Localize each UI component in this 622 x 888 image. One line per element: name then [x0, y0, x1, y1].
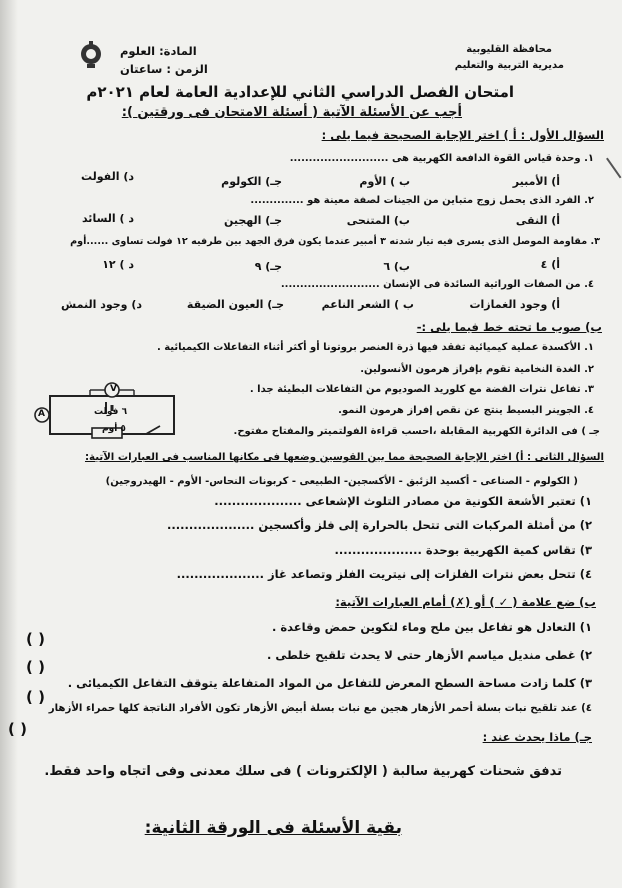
q1-item-2-stem: ٢. الفرد الذى يحمل زوج متباين من الجينات لصفة معينة هو ..............	[250, 195, 594, 206]
answer-bracket-2[interactable]: ( )	[26, 658, 45, 676]
q1-item-2-option-a: أ) النقى	[515, 214, 560, 227]
ministry-emblem-icon	[78, 40, 104, 70]
governorate-label: محافظة القليوبية	[466, 44, 552, 55]
q1-item-4-stem: ٤. من الصفات الوراثية السائدة فى الإنسان ..........................	[280, 279, 594, 290]
q1-item-1-option-c: جـ) الكولوم	[221, 175, 282, 188]
q1-item-4-option-a: أ) وجود الغمازات	[469, 298, 560, 311]
exam-title: امتحان الفصل الدراسي الثاني للإعدادية العامة لعام ٢٠٢١م	[86, 83, 514, 101]
subject-label: المادة: العلوم	[120, 44, 197, 58]
q1-item-3-option-a: أ) ٤	[540, 258, 560, 271]
footer-continuation: بقية الأسئلة فى الورقة الثانية:	[144, 818, 402, 838]
q1-b-heading: ب) صوب ما تحته خط فيما يلى :-	[416, 320, 602, 334]
q1-c-text: جـ ) فى الدائرة الكهربية المقابلة ،احسب قراءة الفولتميتر والمفتاح مفتوح.	[233, 426, 600, 437]
q1-item-2-option-d: د ) السائد	[81, 212, 134, 225]
q2-c-heading: جـ) ماذا يحدث عند :	[482, 730, 592, 744]
q1-heading: السؤال الأول : أ ) اختر الإجابة الصحيحة فيما يلى :	[321, 128, 604, 142]
q1-b-item-1: ١. الأكسدة عملية كيميائية تفقد فيها ذرة العنصر بروتونا أو أكثر أثناء التفاعلات الكيميائية .	[156, 342, 594, 353]
q1-item-4-option-b: ب ) الشعر الناعم	[321, 298, 414, 311]
circuit-ammeter-symbol: A	[38, 409, 45, 419]
q2-b-item-1: ١) التعادل هو تفاعل بين ملح وماء لتكوين حمض وقاعدة .	[271, 620, 592, 634]
q2-c-text: تدفق شحنات كهربية سالبة ( الإلكترونات ) فى سلك معدنى وفى اتجاه واحد فقط.	[44, 764, 562, 779]
q2-b-item-3: ٣) كلما زادت مساحة السطح المعرض للتفاعل من المواد المتفاعلة يتوقف التفاعل الكيميائى .	[67, 676, 592, 690]
answer-bracket-3[interactable]: ( )	[26, 688, 45, 706]
q1-item-3-option-c: جـ) ٩	[254, 260, 282, 273]
q1-item-3-option-d: د ) ١٢	[102, 258, 134, 271]
q1-item-3-option-b: ب) ٦	[383, 260, 410, 273]
q2-a-item-4: ٤) تتحل بعض نترات الفلزات إلى نيتريت الفلز وتصاعد غاز ....................	[176, 567, 592, 581]
q1-item-1-option-d: د) الفولت	[81, 170, 134, 183]
open-switch-icon	[146, 426, 160, 434]
q1-b-item-3: ٣. تفاعل نترات الفضة مع كلوريد الصوديوم من التفاعلات البطيئة جدا .	[249, 384, 594, 395]
page-shadow	[0, 0, 18, 888]
q2-word-bank: ( الكولوم - الصناعى - أكسيد الزئبق - الأكسجين- الطبيعى - كربونات النحاس- الأوم - الهيدروجين)	[105, 476, 578, 487]
q1-item-1-stem: ١. وحدة قياس القوة الدافعة الكهربية هى ..........................	[289, 153, 594, 164]
q1-item-2-option-b: ب) المتنحى	[346, 214, 410, 227]
answer-bracket-4[interactable]: ( )	[8, 720, 27, 738]
circuit-voltage-label: ٦ فولت	[94, 407, 128, 417]
q1-item-2-option-c: جـ) الهجين	[223, 214, 282, 227]
exam-instruction: أجب عن الأسئلة الآتية ( أسئلة الامتحان فى ورقتين ):	[121, 105, 462, 120]
q2-heading: السؤال الثانى : أ) اختر الإجابة الصحيحة مما بين القوسين وضعها فى مكانها المناسب فى العبارات الآتية:	[84, 452, 604, 463]
q2-b-heading: ب) ضع علامة ( ✓ ) أو (✗) أمام العبارات الآتية:	[335, 595, 596, 609]
q2-a-item-2: ٢) من أمثلة المركبات التى تتحل بالحرارة إلى فلز وأكسجين ....................	[167, 518, 592, 532]
circuit-resistance-label: ٥ أوم	[102, 424, 126, 434]
q2-a-item-3: ٣) تقاس كمية الكهربية بوحدة ....................	[334, 543, 592, 557]
q2-b-item-2: ٢) غطى منديل مياسم الأزهار حتى لا يحدث تلقيح خلطى .	[267, 648, 592, 662]
q2-b-item-4: ٤) عند تلقيح نبات بسلة أحمر الأزهار هجين مع نبات بسلة أبيض الأزهار تكون الأفراد الناتجة كلها حمراء الأزهار	[48, 703, 592, 714]
q2-a-item-1: ١) تعتبر الأشعة الكونية من مصادر التلوث الإشعاعى ....................	[214, 494, 592, 508]
q1-b-item-4: ٤. الجوينر البسيط ينتج عن نقص إفراز هرمون النمو.	[338, 405, 594, 416]
q1-item-1-option-b: ب ) الأوم	[359, 175, 410, 188]
q1-b-item-2: ٢. الغدة النخامية تقوم بإفراز هرمون الأنسولين.	[360, 364, 594, 375]
q1-item-4-option-c: جـ) العيون الضيقة	[186, 298, 284, 311]
q1-item-1-option-a: أ) الأمبير	[512, 175, 560, 188]
directorate-label: مديرية التربية والتعليم	[454, 60, 564, 71]
time-label: الزمن : ساعتان	[120, 62, 208, 76]
answer-bracket-1[interactable]: ( )	[26, 630, 45, 648]
paper-fold-mark	[595, 158, 622, 187]
circuit-voltmeter-symbol: V	[110, 384, 117, 394]
q1-item-4-option-d: د) وجود النمش	[61, 298, 142, 311]
q1-item-3-stem: ٣. مقاومة الموصل الذى يسرى فيه تيار شدته ٣ أمبير عندما يكون فرق الجهد بين طرفيه ١٢ فولت تساوى ......أوم	[70, 236, 600, 247]
